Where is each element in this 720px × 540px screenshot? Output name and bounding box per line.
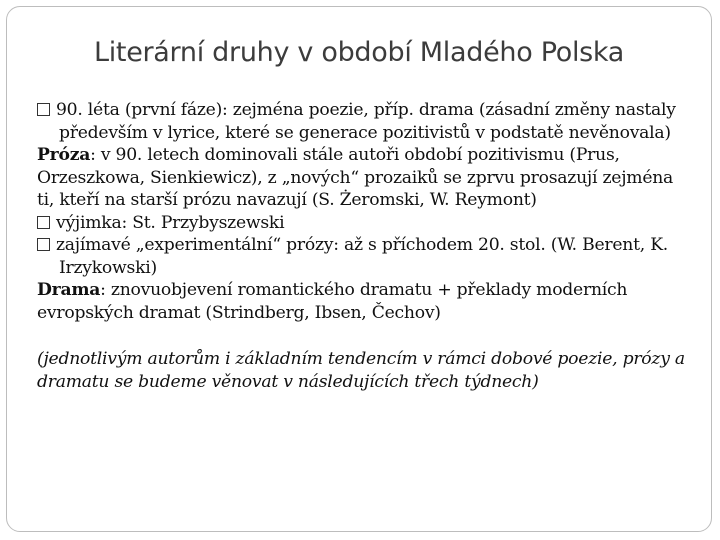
prose-heading: Próza bbox=[37, 145, 91, 165]
drama-paragraph bbox=[37, 279, 687, 324]
bullet-text: 90. léta (první fáze): zejména poezie, příp. drama (zásadní změny nastaly především v lyrice, které se generace pozitivistů v podstatě nevěnovala) bbox=[56, 100, 676, 143]
bullet-item-experimental bbox=[37, 234, 687, 279]
drama-heading: Drama bbox=[37, 280, 101, 300]
checkbox-bullet-icon bbox=[37, 216, 50, 229]
prose-paragraph bbox=[37, 144, 687, 212]
slide-content bbox=[37, 99, 687, 393]
closing-note: (jednotlivým autorům i základním tendencím v rámci dobové poezie, prózy a dramatu se budeme věnovat v následujících třech týdnech) bbox=[37, 349, 685, 392]
bullet-text: zajímavé „experimentální“ prózy: až s příchodem 20. stol. (W. Berent, K. Irzykowski) bbox=[56, 235, 668, 278]
checkbox-bullet-icon bbox=[37, 238, 50, 251]
bullet-item-exception bbox=[37, 212, 687, 235]
bullet-text: výjimka: St. Przybyszewski bbox=[56, 212, 285, 233]
slide-frame bbox=[6, 6, 712, 532]
slide-title: Literární druhy v období Mladého Polska bbox=[93, 37, 625, 68]
drama-text: : znovuobjevení romantického dramatu + překlady moderních evropských dramat (Strindberg, Ibsen, Čechov) bbox=[37, 280, 628, 323]
checkbox-bullet-icon bbox=[37, 103, 50, 116]
bullet-item-first-phase bbox=[37, 99, 687, 144]
prose-text: : v 90. letech dominovali stále autoři období pozitivismu (Prus, Orzeszkowa, Sienkiewicz), z „nových“ prozaiků se zprvu prosazují zejména ti, kteří na starší prózu navazují (S. Żeromski, W. Reymont) bbox=[37, 145, 674, 210]
